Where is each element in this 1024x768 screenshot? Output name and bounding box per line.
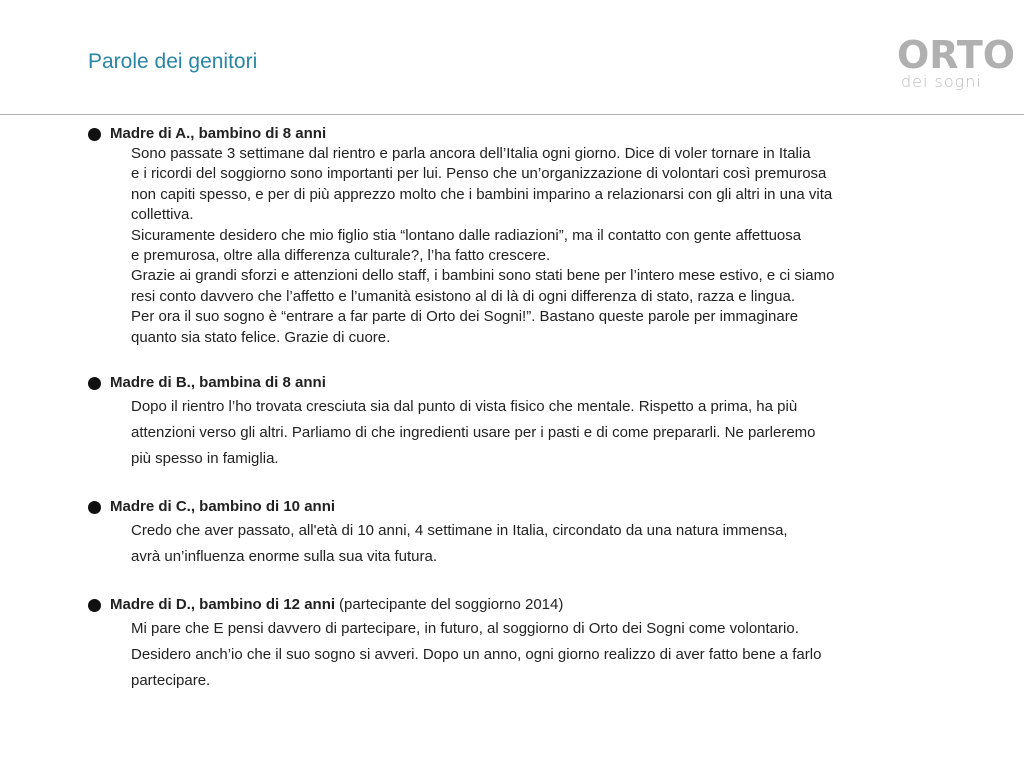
testimonial-author: Madre di C., bambino di 10 anni <box>110 498 336 516</box>
testimonial-line: partecipare. <box>131 672 211 690</box>
testimonial-author: Madre di B., bambina di 8 anni <box>110 374 326 392</box>
logo-sub-text: dei sogni <box>901 72 982 91</box>
testimonial-line: quanto sia stato felice. Grazie di cuore. <box>131 328 391 346</box>
testimonial-line: e premurosa, oltre alla differenza culturale?, l’ha fatto crescere. <box>131 247 551 265</box>
testimonial-line: Grazie ai grandi sforzi e attenzioni dello staff, i bambini sono stati bene per l’intero mese estivo, e ci siamo <box>131 267 835 285</box>
testimonial-line: Sicuramente desidero che mio figlio stia “lontano dalle radiazioni”, ma il contatto con gente affettuosa <box>131 226 802 244</box>
testimonial-line: resi conto davvero che l’affetto e l’umanità esistono al di là di ogni differenza di stato, razza e lingua. <box>131 287 796 305</box>
testimonial-line: avrà un’influenza enorme sulla sua vita futura. <box>131 548 438 566</box>
bullet-icon <box>88 377 101 390</box>
testimonial-line: e i ricordi del soggiorno sono importanti per lui. Penso che un’organizzazione di volontari così premurosa <box>131 165 827 183</box>
testimonial-line: attenzioni verso gli altri. Parliamo di che ingredienti usare per i pasti e di come prepararli. Ne parleremo <box>131 424 816 442</box>
logo-main-text: ORTO <box>897 33 1016 77</box>
testimonial-line: collettiva. <box>131 206 194 224</box>
page-title: Parole dei genitori <box>88 50 258 73</box>
testimonial-heading <box>88 373 948 393</box>
testimonial-entry <box>88 497 948 569</box>
testimonial-line: non capiti spesso, e per di più apprezzo molto che i bambini imparino a relazionarsi con gli altri in una vita <box>131 185 833 203</box>
testimonials-list <box>88 124 948 693</box>
testimonial-line: Per ora il suo sogno è “entrare a far parte di Orto dei Sogni!”. Bastano queste parole per immaginare <box>131 308 799 326</box>
testimonial-author: Madre di A., bambino di 8 anni <box>110 125 327 142</box>
orto-dei-sogni-logo <box>895 33 1016 98</box>
testimonial-line: Mi pare che E pensi davvero di partecipare, in futuro, al soggiorno di Orto dei Sogni come volontario. <box>131 620 799 638</box>
bullet-icon <box>88 128 101 141</box>
header-divider <box>0 114 1024 115</box>
testimonial-author: Madre di D., bambino di 12 anni <box>110 596 336 614</box>
testimonial-entry <box>88 373 948 471</box>
testimonial-heading <box>88 595 948 615</box>
testimonial-entry <box>88 124 948 348</box>
testimonial-heading <box>88 497 948 517</box>
bullet-icon <box>88 599 101 612</box>
bullet-icon <box>88 501 101 514</box>
testimonial-heading <box>88 124 948 144</box>
testimonial-line: Dopo il rientro l’ho trovata cresciuta sia dal punto di vista fisico che mentale. Rispetto a prima, ha più <box>131 398 798 416</box>
testimonial-line: Sono passate 3 settimane dal rientro e parla ancora dell’Italia ogni giorno. Dice di voler tornare in Italia <box>131 145 811 162</box>
testimonial-note: (partecipante del soggiorno 2014) <box>339 596 564 614</box>
testimonial-line: Credo che aver passato, all'età di 10 anni, 4 settimane in Italia, circondato da una natura immensa, <box>131 522 788 540</box>
testimonial-line: Desidero anch’io che il suo sogno si avveri. Dopo un anno, ogni giorno realizzo di aver fatto bene a farlo <box>131 646 822 664</box>
testimonial-line: più spesso in famiglia. <box>131 450 279 468</box>
testimonial-entry <box>88 595 948 693</box>
